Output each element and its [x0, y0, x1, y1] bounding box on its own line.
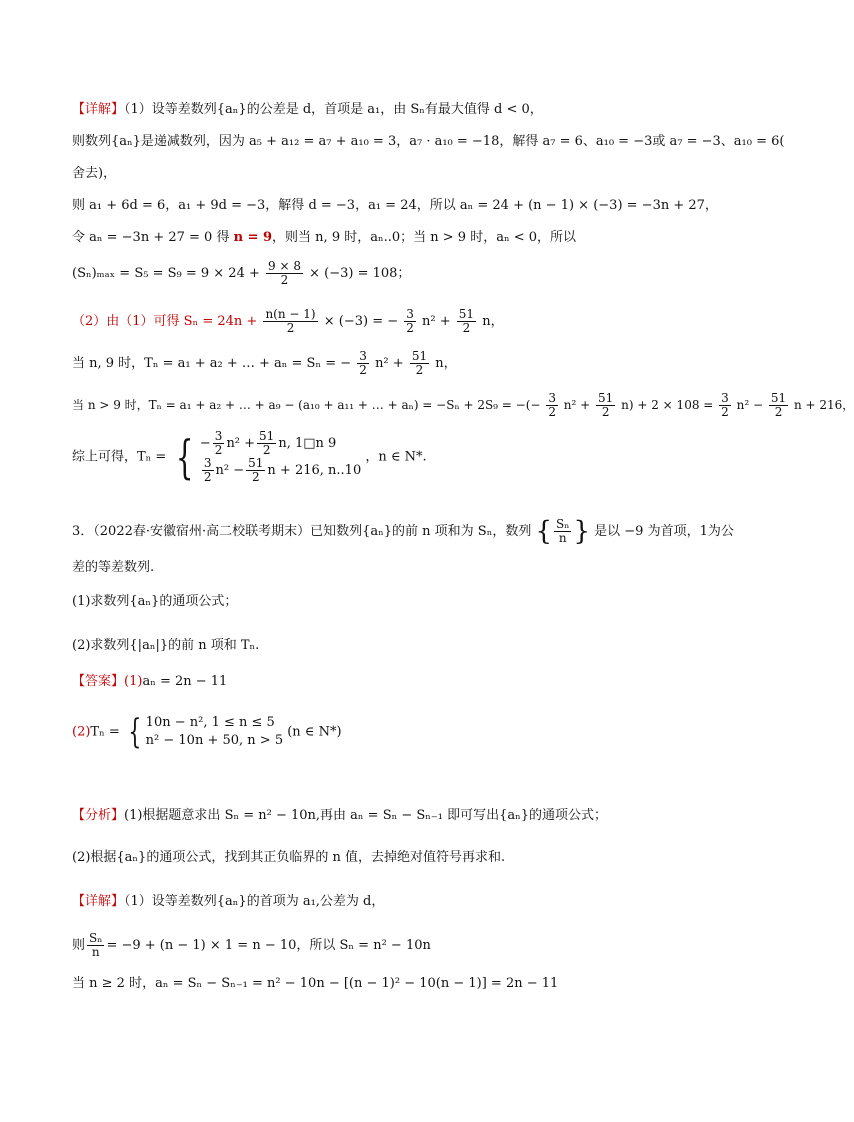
problem3-stem-cont: 差的等差数列.: [72, 560, 155, 575]
detail1-line6: (Sₙ)ₘₐₓ = S₅ = S₉ = 9 × 24 + $\frac{9 \times 8}{2}$ × (−3) = 108；: [72, 259, 411, 287]
detail2-line1: 【详解】（1）设等差数列{aₙ}的首项为 a₁,公差为 d，: [72, 894, 385, 909]
answer-tag: 【答案】: [72, 674, 125, 689]
problem3-question1: (1)求数列{aₙ}的通项公式；: [72, 594, 238, 609]
case-1: − $\frac{3}{2}$ n² + $\frac{51}{2}$ n, 1□n 9: [199, 429, 337, 457]
detail1-line7: （2）由（1）可得 Sₙ = 24n + $\frac{n(n - 1)}{2}$ × (−3) = − $\frac{3}{2}$ n² + $\frac{51}{2}$ n，: [72, 307, 504, 335]
fraction: $\frac{3}{2}$: [359, 349, 367, 377]
detail1-line5: 令 aₙ = −3n + 27 = 0 得 n = 9，则当 n, 9 时，aₙ..0；当 n > 9 时，aₙ < 0，所以: [72, 230, 576, 245]
detail1-line9: 当 n > 9 时，Tₙ = a₁ + a₂ + … + a₉ − (a₁₀ + a₁₁ + … + aₙ) = −Sₙ + 2S₉ = −(− $\frac{3}{2}$ n² + $\frac{51}{2}$ n) + 2 × 108 = $\frac{3}{2}$ n² − $\frac{51}{2}$ n + 216，: [72, 391, 854, 419]
detail-tag: 【详解】: [72, 102, 125, 117]
fraction: $\frac{9 \times 8}{2}$: [268, 259, 301, 287]
case-1: 10n − n², 1 ≤ n ≤ 5: [145, 715, 275, 730]
detail1-line2: 则数列{aₙ}是递减数列，因为 a₅ + a₁₂ = a₇ + a₁₀ = 3，a₇ · a₁₀ = −18，解得 a₇ = 6、a₁₀ = −3或 a₇ = −3、a₁₀ = 6(: [72, 134, 785, 149]
fraction: $\frac{51}{2}$: [458, 307, 475, 335]
fraction: $\frac{n(n - 1)}{2}$: [265, 307, 316, 335]
detail1-line4: 则 a₁ + 6d = 6，a₁ + 9d = −3，解得 d = −3，a₁ = 24，所以 aₙ = 24 + (n − 1) × (−3) = −3n + 27，: [72, 198, 718, 213]
n-equals-9: n = 9: [233, 230, 273, 245]
answer-line1: 【答案】(1)aₙ = 2n − 11: [72, 674, 228, 689]
case-2: $\frac{3}{2}$ n² − $\frac{51}{2}$ n + 216, n..10: [203, 456, 362, 484]
analysis-tag: 【分析】: [72, 808, 125, 823]
left-brace: {: [176, 430, 194, 484]
piecewise-cases: [200, 430, 361, 484]
fraction: $\frac{3}{2}$: [721, 391, 729, 419]
fraction: $\frac{\text{Sₙ}}{n}$: [556, 517, 570, 545]
fraction: $\frac{3}{2}$: [406, 307, 414, 335]
left-brace: {: [128, 712, 142, 752]
fraction: $\frac{51}{2}$: [411, 349, 428, 377]
answer-line2: (2)Tₙ = { 10n − n², 1 ≤ n ≤ 5 n² − 10n + 50, n > 5 (n ∈ N*): [72, 712, 342, 752]
detail2-line3: 当 n ≥ 2 时，aₙ = Sₙ − Sₙ₋₁ = n² − 10n − [(n − 1)² − 10(n − 1)] = 2n − 11: [72, 976, 559, 991]
answer-cases: [146, 714, 283, 750]
problem3-question2: (2)求数列{|aₙ|}的前 n 项和 Tₙ.: [72, 638, 260, 653]
analysis-line2: (2)根据{aₙ}的通项公式，找到其正负临界的 n 值，去掉绝对值符号再求和.: [72, 850, 506, 865]
fraction: $\frac{\text{Sₙ}}{n}$: [89, 931, 103, 959]
detail1-line1: 【详解】（1）设等差数列{aₙ}的公差是 d，首项是 a₁，由 Sₙ有最大值得 d < 0，: [72, 102, 543, 117]
detail-tag: 【详解】: [72, 894, 125, 909]
detail2-line2: 则 $\frac{\text{Sₙ}}{n}$ = −9 + (n − 1) × 1 = n − 10，所以 Sₙ = n² − 10n: [72, 931, 431, 959]
analysis-line1: 【分析】(1)根据题意求出 Sₙ = n² − 10n,再由 aₙ = Sₙ − Sₙ₋₁ 即可写出{aₙ}的通项公式；: [72, 808, 608, 823]
detail1-line3: 舍去)，: [72, 166, 117, 181]
case-2: n² − 10n + 50, n > 5: [145, 733, 284, 748]
fraction: $\frac{51}{2}$: [598, 391, 614, 419]
problem3-stem: 3．（2022春·安徽宿州·高二校联考期末）已知数列{aₙ}的前 n 项和为 Sₙ，数列 { $\frac{\text{Sₙ}}{n}$ } 是以 −9 为首项，1为公: [72, 516, 734, 547]
detail1-line8: 当 n, 9 时，Tₙ = a₁ + a₂ + … + aₙ = Sₙ = − $\frac{3}{2}$ n² + $\frac{51}{2}$ n，: [72, 349, 457, 377]
fraction: $\frac{3}{2}$: [548, 391, 556, 419]
fraction: $\frac{51}{2}$: [770, 391, 787, 419]
detail1-summary: 综上可得，Tₙ = { − $\frac{3}{2}$ n² + $\frac{51}{2}$ n, 1□n 9 $\frac{3}{2}$ n² − $\frac{51}{2}$ n + 216, n..10 ，n ∈ N*.: [72, 429, 427, 484]
